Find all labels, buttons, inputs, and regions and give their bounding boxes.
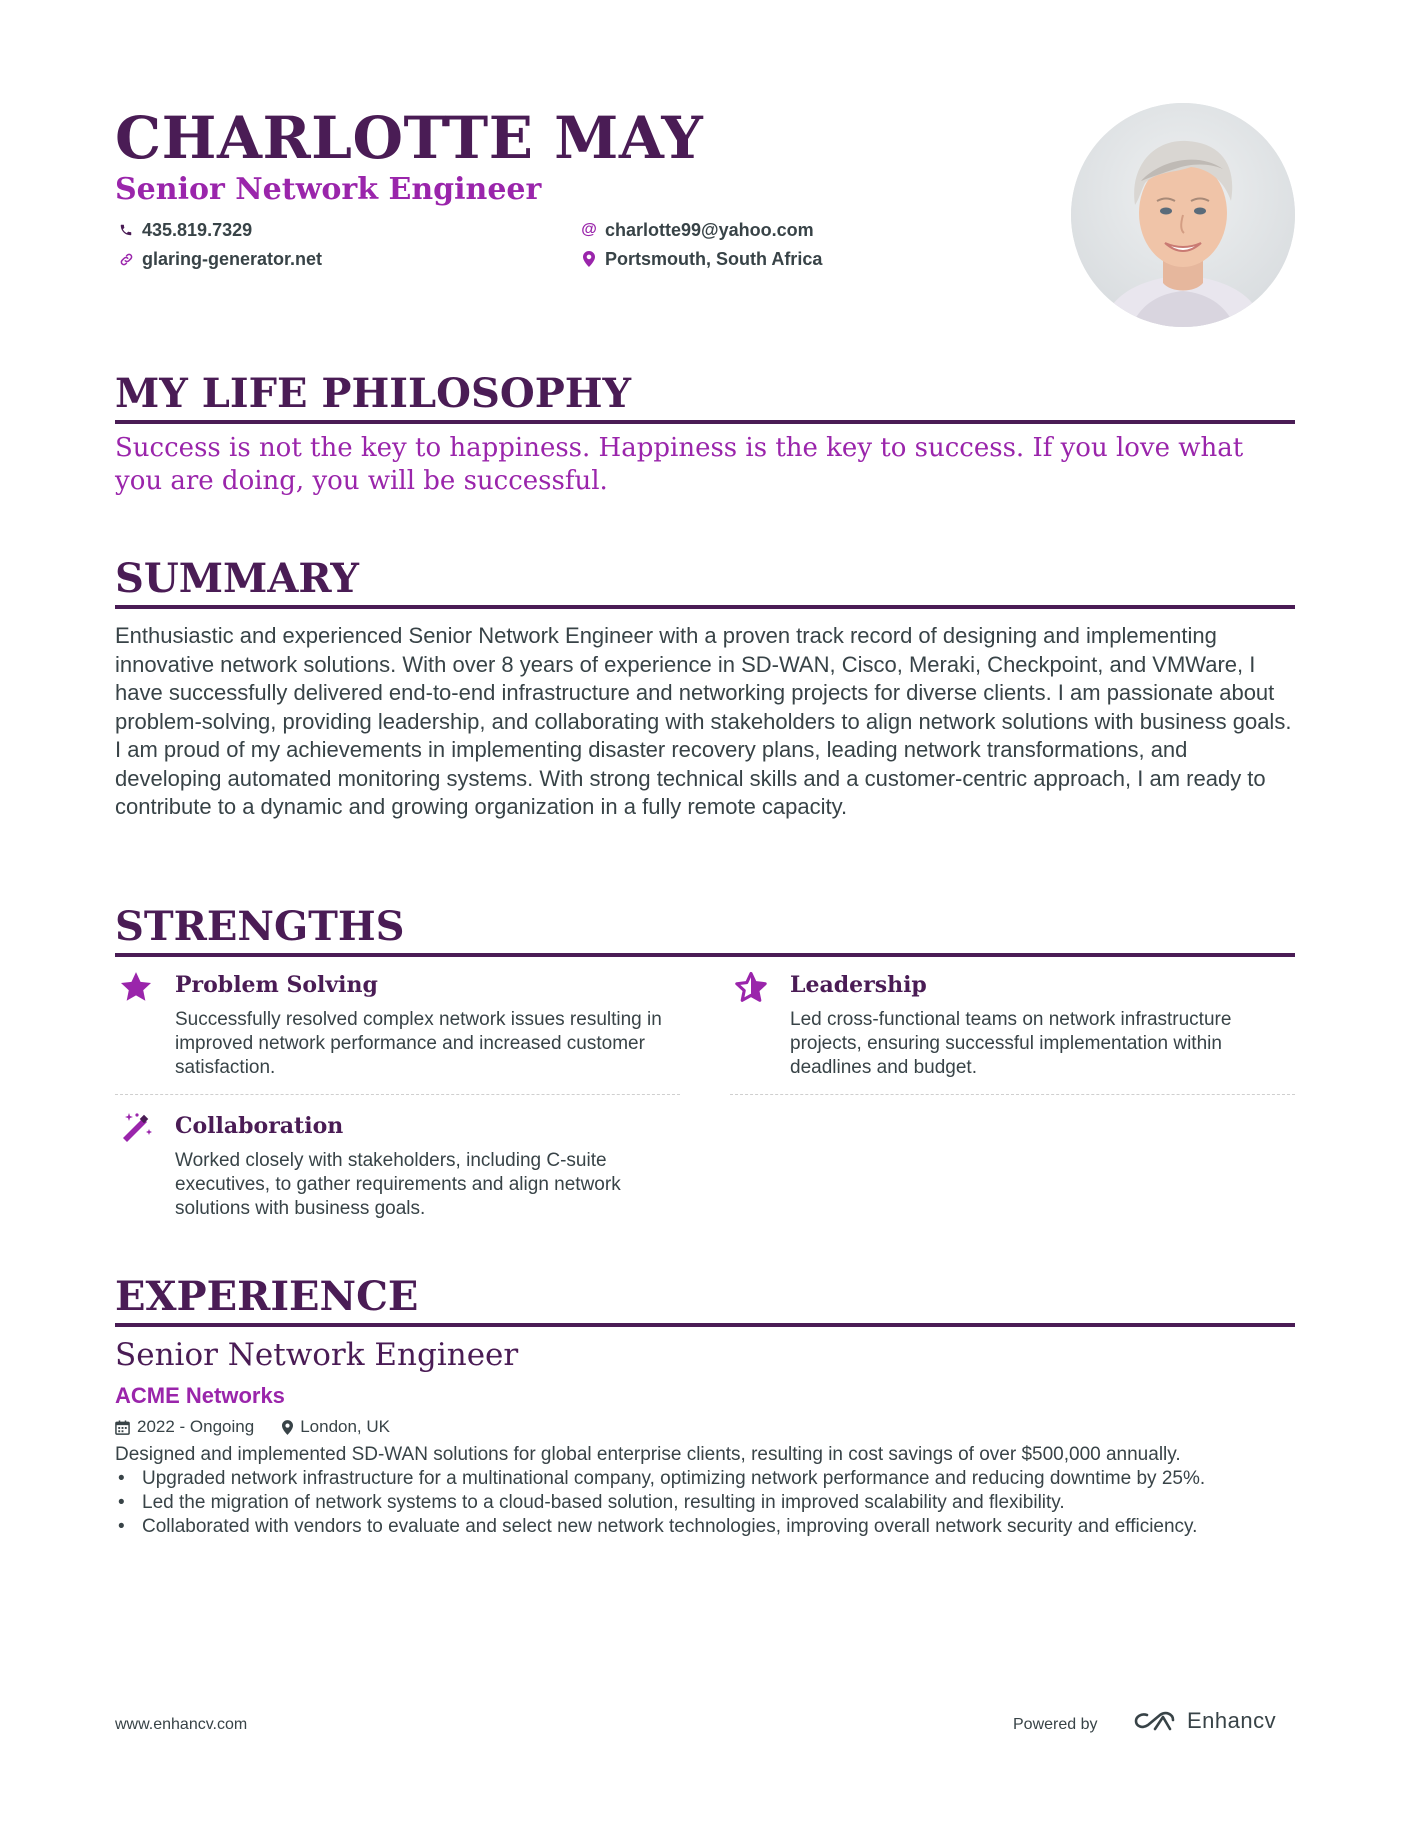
website-text[interactable]: glaring-generator.net [142, 249, 323, 269]
strength-title: Leadership [790, 972, 927, 998]
strength-divider [730, 1094, 1295, 1095]
experience-location [282, 1416, 390, 1438]
strength-description: Led cross-functional teams on network infrastructure projects, ensuring successful implementation within deadlines and budget. [790, 1009, 1232, 1078]
experience-location-text: London, UK [300, 1417, 390, 1436]
section-title-experience: EXPERIENCE [115, 1273, 1295, 1327]
enhancv-logo-icon [1133, 1708, 1179, 1734]
footer-url[interactable]: www.enhancv.com [115, 1716, 248, 1733]
strength-description: Successfully resolved complex network issues resulting in improved network performance and increased customer satisfaction. [175, 1009, 662, 1078]
section-title-strengths: STRENGTHS [115, 903, 1295, 957]
location-pin-icon [581, 251, 597, 267]
star-icon [119, 970, 153, 1004]
resume-page [115, 0, 1295, 1826]
phone-icon [118, 222, 134, 238]
contact-email [581, 218, 814, 242]
magic-wand-icon [119, 1111, 153, 1145]
contact-website [118, 247, 322, 271]
strength-title: Problem Solving [175, 972, 378, 998]
link-icon [118, 251, 134, 267]
experience-description: Designed and implemented SD-WAN solutions for global enterprise clients, resulting in cost savings of over $500,000 annually. [115, 1444, 1181, 1465]
candidate-name: CHARLOTTE MAY [115, 104, 704, 172]
experience-bullet: • Collaborated with vendors to evaluate and select new network technologies, improving overall network security and efficiency. [115, 1515, 1295, 1539]
profile-photo [1071, 103, 1295, 327]
strength-divider [115, 1094, 680, 1095]
strength-description: Worked closely with stakeholders, including C-suite executives, to gather requirements and align network solutions with business goals. [175, 1150, 621, 1219]
experience-role: Senior Network Engineer [115, 1337, 519, 1373]
experience-bullet: • Led the migration of network systems to a cloud-based solution, resulting in improved scalability and flexibility. [115, 1491, 1295, 1515]
powered-by-label: Powered by [1013, 1716, 1098, 1733]
star-outline-icon [734, 970, 768, 1004]
enhancv-brand-name: Enhancv [1187, 1708, 1277, 1733]
experience-meta [115, 1416, 418, 1438]
candidate-title: Senior Network Engineer [115, 172, 542, 207]
calendar-icon [115, 1420, 130, 1435]
phone-text[interactable]: 435.819.7329 [142, 220, 253, 240]
contact-location [581, 247, 822, 271]
experience-company: ACME Networks [115, 1383, 285, 1408]
experience-dates [115, 1416, 254, 1438]
enhancv-logo[interactable] [1133, 1706, 1276, 1736]
section-title-summary: SUMMARY [115, 555, 1295, 609]
philosophy-quote: Success is not the key to happiness. Happiness is the key to success. If you love what you are doing, you will be successful. [115, 433, 1244, 496]
location-pin-icon [282, 1420, 293, 1435]
email-text[interactable]: charlotte99@yahoo.com [605, 220, 814, 240]
experience-bullet: • Upgraded network infrastructure for a multinational company, optimizing network performance and reducing downtime by 25%. [115, 1467, 1295, 1491]
experience-dates-text: 2022 - Ongoing [137, 1417, 255, 1436]
summary-text: Enthusiastic and experienced Senior Network Engineer with a proven track record of designing and implementing innovative network solutions. With over 8 years of experience in SD-WAN, Cisco, Meraki, Checkpoint, and VMWare, I have successfully delivered end-to-end infrastructure and networking projects for diverse clients. I am passionate about problem-solving, providing leadership, and collaborating with stakeholders to align network solutions with business goals. I am proud of my achievements in implementing disaster recovery plans, leading network transformations, and developing automated monitoring systems. With strong technical skills and a customer-centric approach, I am ready to contribute to a dynamic and growing organization in a fully remote capacity. [115, 623, 1292, 819]
section-title-philosophy: MY LIFE PHILOSOPHY [115, 370, 1295, 424]
at-icon: @ [581, 221, 597, 238]
strength-title: Collaboration [175, 1113, 344, 1139]
location-text: Portsmouth, South Africa [605, 249, 823, 269]
contact-phone [118, 218, 252, 242]
experience-bullets [115, 1467, 1295, 1539]
